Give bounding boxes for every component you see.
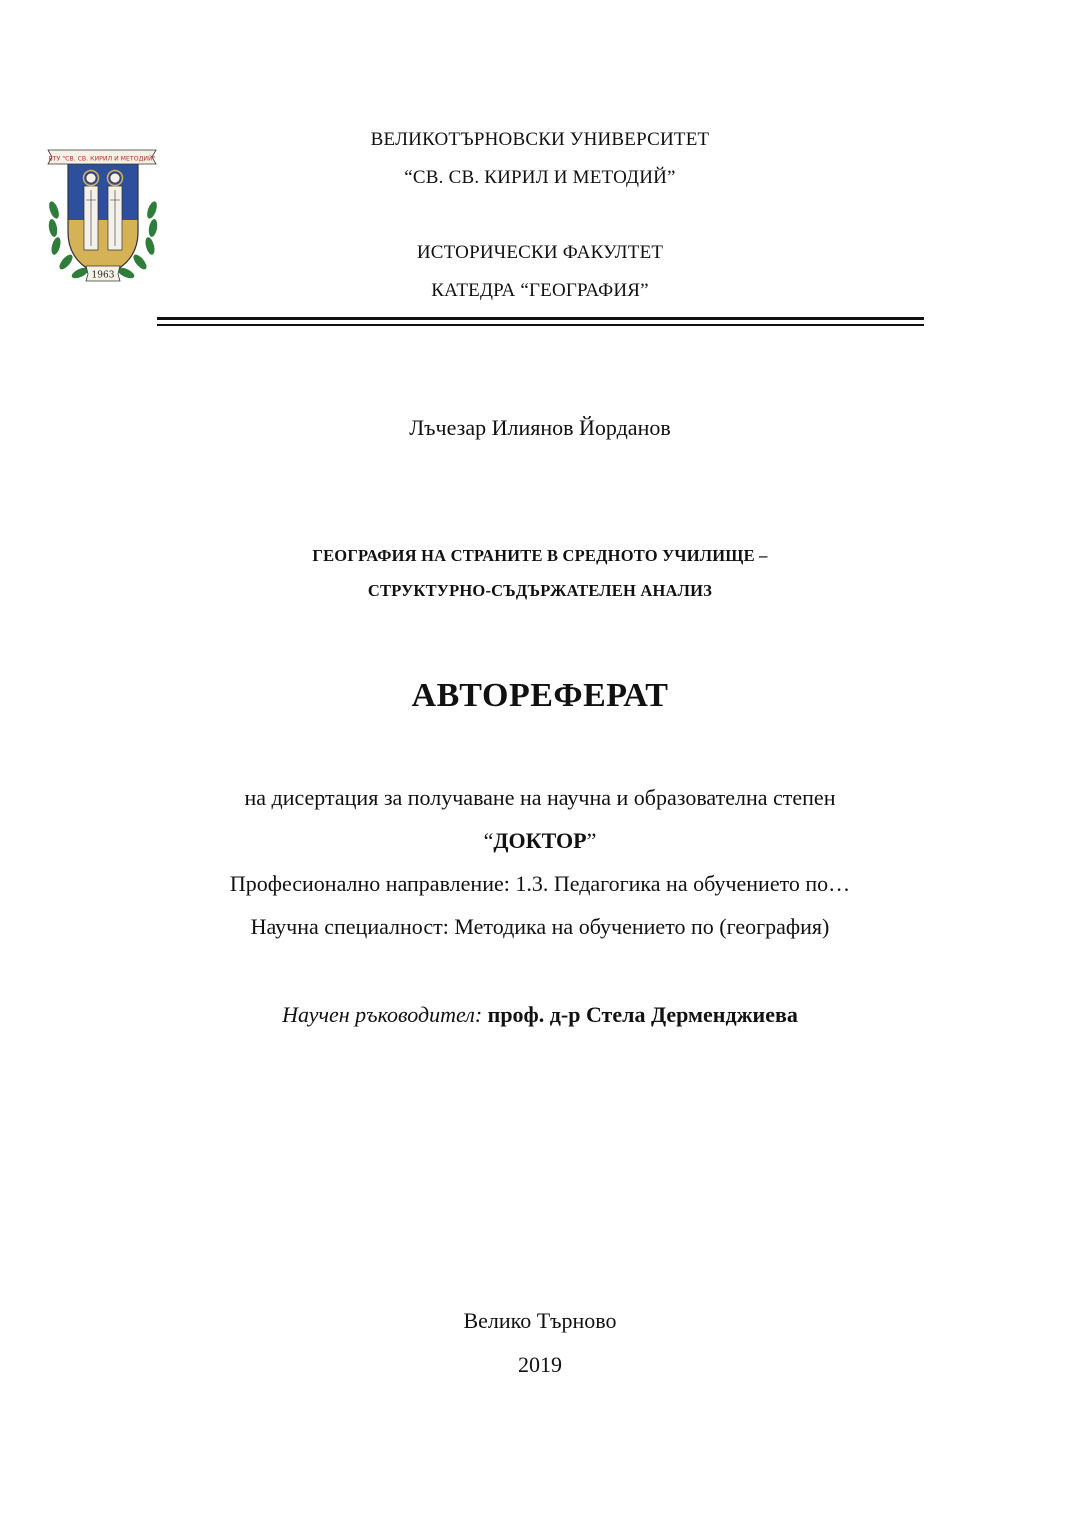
logo-year: 1963 — [91, 270, 115, 281]
professional-field: Професионално направление: 1.3. Педагогика на обучението по… — [229, 871, 851, 896]
university-logo — [44, 140, 162, 286]
supervisor-name: проф. д-р Стела Дерменджиева — [487, 1002, 798, 1027]
department-name: КАТЕДРА “ГЕОГРАФИЯ” — [431, 280, 649, 301]
university-subtitle: “СВ. СВ. КИРИЛ И МЕТОДИЙ” — [404, 167, 676, 188]
supervisor-label: Научен ръководител: — [282, 1002, 483, 1027]
degree-name — [0, 828, 1080, 854]
logo-banner-text: ВТУ "СВ. СВ. КИРИЛ И МЕТОДИЙ" — [48, 155, 156, 163]
degree-name-text: ДОКТОР — [493, 828, 587, 853]
author-name: Лъчезар Илиянов Йорданов — [409, 415, 671, 440]
thesis-title-line1: ГЕОГРАФИЯ НА СТРАНИТЕ В СРЕДНОТО УЧИЛИЩЕ – — [312, 546, 768, 565]
scientific-specialty: Научна специалност: Методика на обучението по (география) — [250, 914, 830, 939]
footer-city: Велико Търново — [463, 1308, 617, 1333]
footer-year: 2019 — [518, 1352, 562, 1377]
document-type-title: АВТОРЕФЕРАТ — [411, 677, 669, 714]
faculty-name: ИСТОРИЧЕСКИ ФАКУЛТЕТ — [416, 242, 664, 263]
supervisor — [0, 1002, 1080, 1028]
thesis-title-line2: СТРУКТУРНО-СЪДЪРЖАТЕЛЕН АНАЛИЗ — [367, 581, 713, 600]
degree-quote-open: “ — [483, 828, 494, 853]
university-name: ВЕЛИКОТЪРНОВСКИ УНИВЕРСИТЕТ — [370, 129, 710, 150]
header-rule-thick — [157, 317, 924, 320]
degree-quote-close: ” — [586, 828, 597, 853]
header-rule-thin — [157, 324, 924, 326]
degree-description: на дисертация за получаване на научна и образователна степен — [244, 785, 836, 810]
